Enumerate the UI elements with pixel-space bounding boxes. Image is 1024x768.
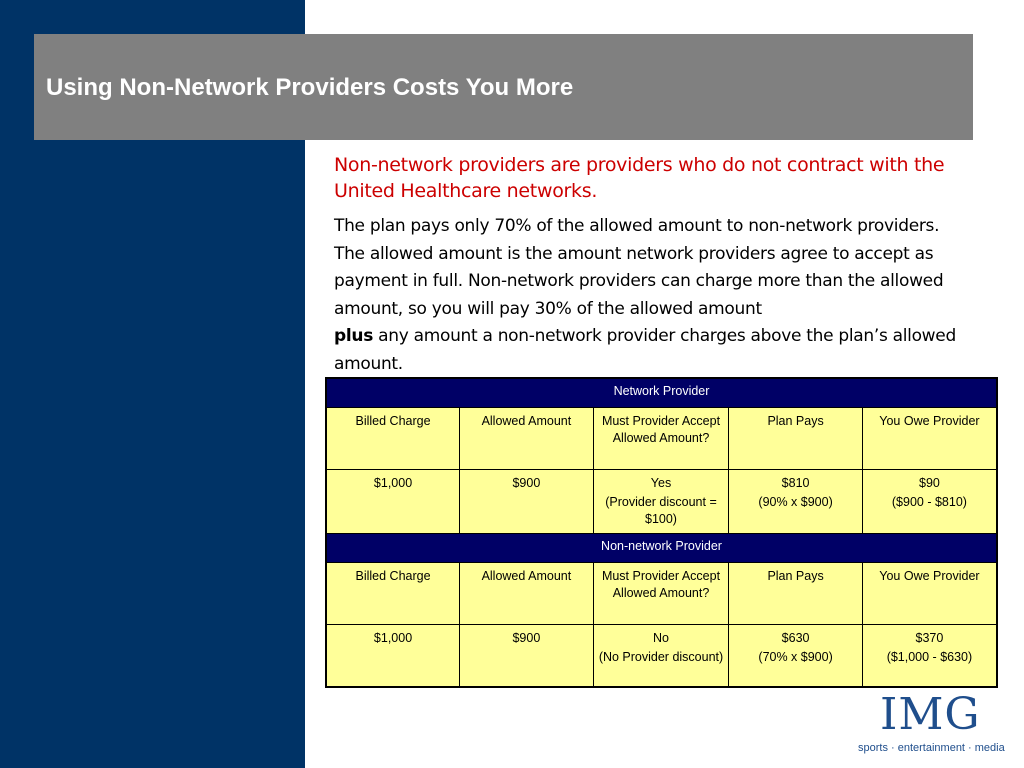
- column-header: Billed Charge: [326, 563, 460, 625]
- logo-tagline: sports · entertainment · media: [858, 742, 1005, 754]
- non-network-data-row: [326, 625, 997, 687]
- img-logo: [858, 690, 1008, 760]
- column-header: Plan Pays: [729, 408, 863, 470]
- non-network-header-row: [326, 563, 997, 625]
- cell-note: (No Provider discount): [598, 650, 724, 664]
- table-cell: [593, 625, 729, 687]
- body-text-part2: any amount a non-network provider charges above the plan’s allowed amount.: [334, 326, 956, 374]
- body-text-part1: The plan pays only 70% of the allowed amount to non-network providers. The allowed amount is the amount network providers agree to accept as payment in full. Non-network providers can charge more than the allowed amount, so you will pay 30% of the allowed amount: [334, 216, 944, 319]
- logo-mark: IMG: [880, 689, 981, 740]
- intro-text: Non-network providers are providers who do not contract with the United Healthcare networks.: [334, 154, 945, 202]
- table-cell: [593, 470, 729, 534]
- cell-value: $90: [919, 476, 940, 490]
- network-section-row: [326, 378, 997, 408]
- column-header: Must Provider Accept Allowed Amount?: [593, 408, 729, 470]
- network-section-heading: Network Provider: [326, 378, 997, 408]
- column-header: Allowed Amount: [460, 408, 594, 470]
- cell-note: (Provider discount = $100): [605, 495, 717, 526]
- column-header: Plan Pays: [729, 563, 863, 625]
- cell-value: $810: [781, 476, 810, 490]
- body-paragraph: [334, 213, 974, 378]
- body-text-bold: plus: [334, 326, 374, 346]
- cell-value: $1,000: [373, 476, 413, 490]
- slide-title: Using Non-Network Providers Costs You More: [46, 74, 574, 101]
- cell-note: ($900 - $810): [891, 495, 967, 509]
- cell-value: $630: [781, 631, 810, 645]
- cell-note: ($1,000 - $630): [886, 650, 973, 664]
- cell-note: (70% x $900): [758, 650, 833, 664]
- cell-value: Yes: [650, 476, 672, 490]
- table-cell: [862, 625, 997, 687]
- table-cell: [460, 625, 594, 687]
- table-cell: [729, 625, 863, 687]
- cell-value: $900: [512, 476, 541, 490]
- table-cell: [326, 470, 460, 534]
- cost-comparison-table: [325, 377, 998, 688]
- table-cell: [729, 470, 863, 534]
- network-header-row: [326, 408, 997, 470]
- table-cell: [460, 470, 594, 534]
- column-header: Must Provider Accept Allowed Amount?: [593, 563, 729, 625]
- cell-value: No: [653, 631, 669, 645]
- cell-value: $370: [915, 631, 944, 645]
- cell-note: (90% x $900): [758, 495, 833, 509]
- non-network-section-heading: Non-network Provider: [326, 534, 997, 563]
- network-data-row: [326, 470, 997, 534]
- cell-value: $1,000: [373, 631, 413, 645]
- column-header: You Owe Provider: [862, 408, 997, 470]
- column-header: Billed Charge: [326, 408, 460, 470]
- non-network-section-row: [326, 534, 997, 563]
- cell-value: $900: [512, 631, 541, 645]
- column-header: Allowed Amount: [460, 563, 594, 625]
- table-cell: [326, 625, 460, 687]
- title-bar: [34, 34, 973, 140]
- table-cell: [862, 470, 997, 534]
- column-header: You Owe Provider: [862, 563, 997, 625]
